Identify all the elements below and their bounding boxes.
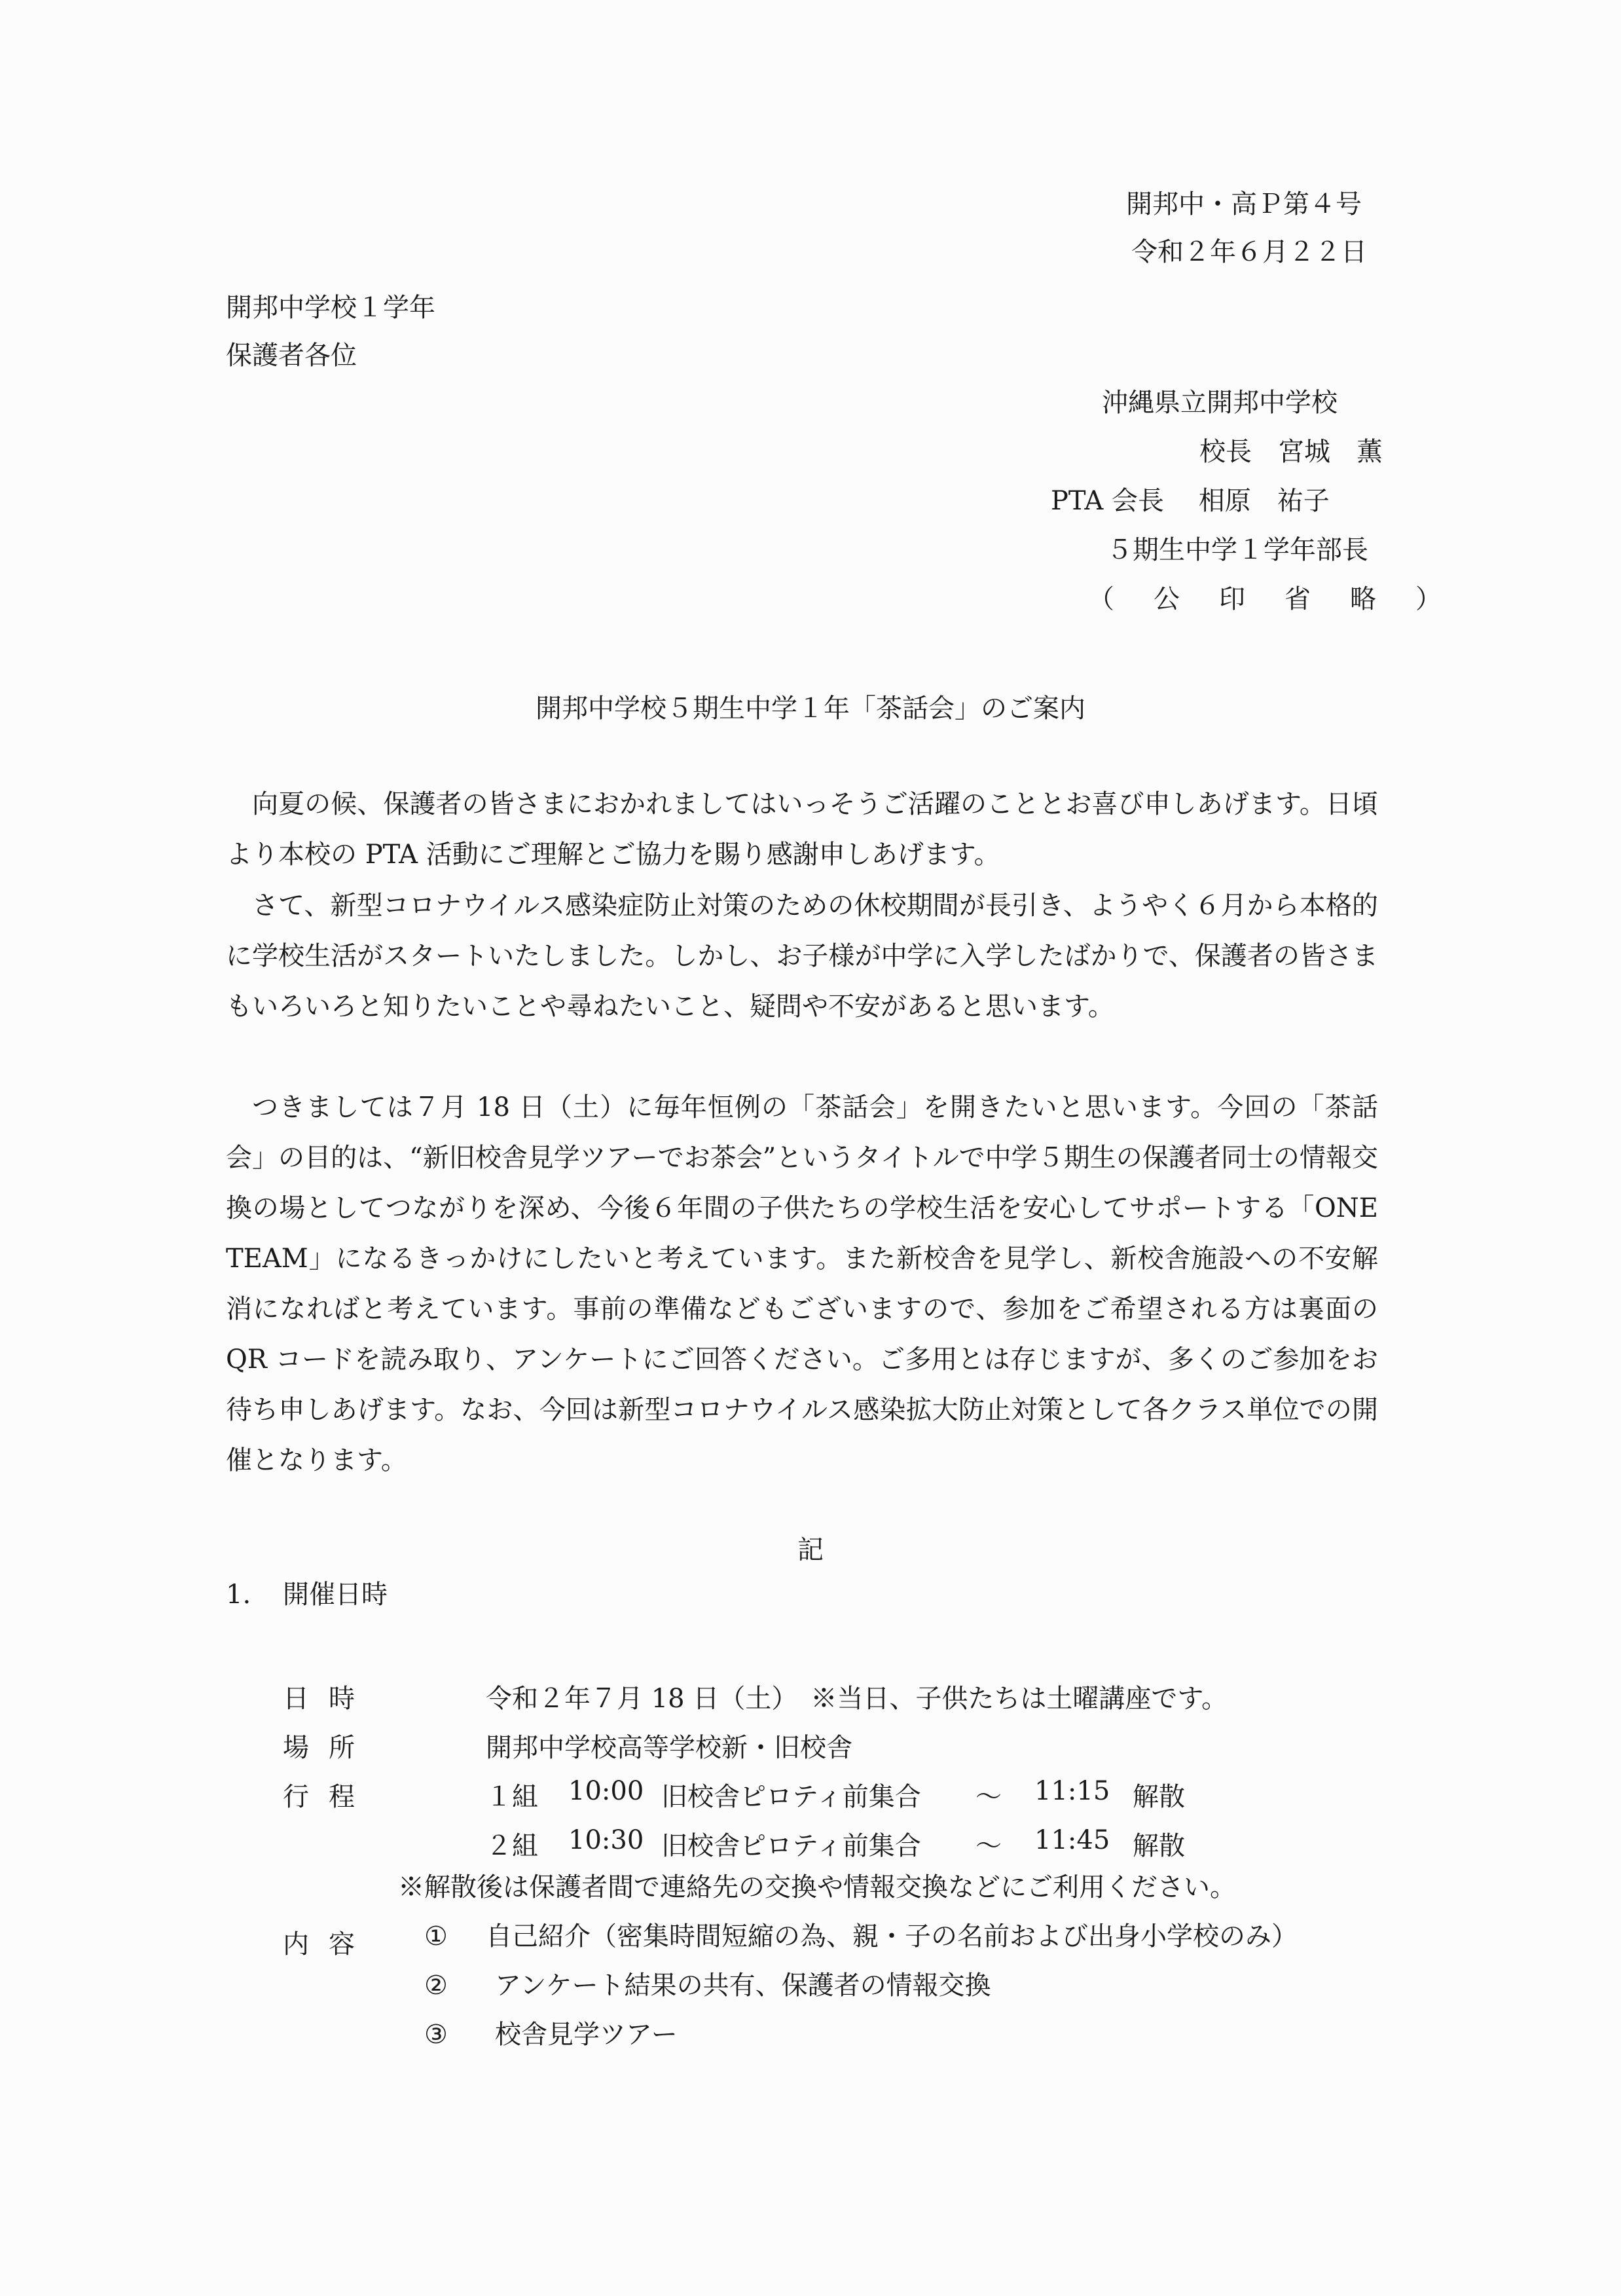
recipient-grade: 開邦中学校１学年	[226, 293, 435, 323]
content-item-text: アンケート結果の共有、保護者の情報交換	[495, 1971, 991, 2001]
schedule-tilde: ～	[975, 1831, 1002, 1861]
document-title: 開邦中学校５期生中学１年「茶話会」のご案内	[536, 694, 1085, 724]
content-item-number: ②	[424, 1971, 448, 2001]
schedule-end-label: 解散	[1133, 1782, 1185, 1812]
place-value: 開邦中学校高等学校新・旧校舎	[486, 1733, 852, 1763]
schedule-tilde: ～	[975, 1782, 1002, 1812]
section-number: 1.	[226, 1580, 251, 1610]
schedule-start: 10:00	[568, 1776, 644, 1806]
date-label: 日時	[283, 1684, 374, 1714]
document-date: 令和２年６月２２日	[1131, 237, 1367, 267]
schedule-end-label: 解散	[1133, 1831, 1185, 1861]
schedule-meet: 旧校舎ピロティ前集合	[661, 1831, 921, 1861]
seal-omitted-note: （ 公 印 省 略 ）	[1088, 584, 1448, 614]
place-label: 場所	[283, 1733, 374, 1763]
sender-principal: 校長 宮城 薫	[1199, 437, 1383, 467]
content-item-text: 校舎見学ツアー	[495, 2020, 678, 2050]
schedule-label: 行程	[283, 1782, 374, 1812]
note-marker: 記	[797, 1535, 824, 1565]
schedule-start: 10:30	[568, 1825, 644, 1855]
schedule-meet: 旧校舎ピロティ前集合	[661, 1782, 921, 1812]
recipient-guardians: 保護者各位	[226, 341, 357, 371]
content-item-text: 自己紹介（密集時間短縮の為、親・子の名前および出身小学校のみ）	[486, 1921, 1298, 1952]
schedule-note: ※解散後は保護者間で連絡先の交換や情報交換などにご利用ください。	[398, 1872, 1236, 1902]
content-item-number: ①	[424, 1921, 448, 1952]
schedule-group: １組	[486, 1782, 538, 1812]
body-paragraph-1-text: 向夏の候、保護者の皆さまにおかれましてはいっそうご活躍のこととお喜び申しあげます。日頃より本校の PTA 活動にご理解とご協力を賜り感謝申しあげます。	[226, 789, 1378, 870]
date-value: 令和２年７月 18 日（土） ※当日、子供たちは土曜講座です。	[486, 1684, 1228, 1714]
schedule-end: 11:15	[1034, 1776, 1110, 1806]
schedule-end: 11:45	[1034, 1825, 1110, 1855]
body-paragraph-1	[226, 779, 1378, 880]
content-label: 内容	[283, 1929, 374, 1959]
schedule-group: ２組	[486, 1831, 538, 1861]
body-paragraph-3-text: つきましては７月 18 日（土）に毎年恒例の「茶話会」を開きたいと思います。今回の「茶話会」の目的は、“新旧校舎見学ツアーでお茶会”というタイトルで中学５期生の保護者同士の情報交換の場としてつながりを深め、今後６年間の子供たちの学校生活を安心してサポートする「ONE TEAM」になるきっかけにしたいと考えています。また新校舎を見学し、新校舎施設への不安解消になればと考えています。事前の準備などもございますので、参加をご希望される方は裏面の QR コードを読み取り、アンケートにご回答ください。ご多用とは存じますが、多くのご参加をお待ち申しあげます。なお、今回は新型コロナウイルス感染拡大防止対策として各クラス単位での開催となります。	[226, 1092, 1404, 1475]
body-paragraph-3	[226, 1083, 1404, 1486]
body-paragraph-2	[226, 881, 1378, 1032]
content-item-number: ③	[424, 2020, 448, 2050]
document-number: 開邦中・高Ｐ第４号	[1126, 189, 1362, 219]
section-heading: 開催日時	[283, 1580, 388, 1610]
sender-school: 沖縄県立開邦中学校	[1102, 388, 1338, 418]
sender-grade-head: ５期生中学１学年部長	[1106, 535, 1368, 565]
sender-pta-president: PTA 会長 相原 祐子	[1051, 486, 1330, 516]
body-paragraph-2-text: さて、新型コロナウイルス感染症防止対策のための休校期間が長引き、ようやく６月から本格的に学校生活がスタートいたしました。しかし、お子様が中学に入学したばかりで、保護者の皆さまもいろいろと知りたいことや尋ねたいこと、疑問や不安があると思います。	[226, 891, 1378, 1022]
